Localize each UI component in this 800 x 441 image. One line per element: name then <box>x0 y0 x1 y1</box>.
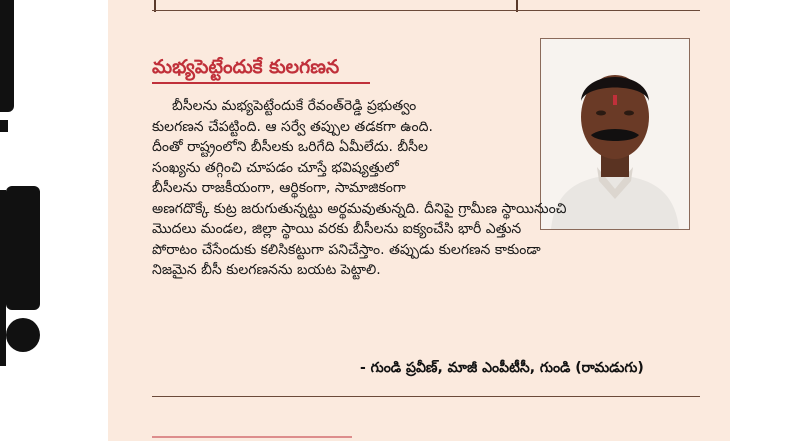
top-divider <box>152 10 700 11</box>
body-line: కులగణన చేపట్టింది. ఆ సర్వే తప్పుల తడకగా ఉంది. <box>152 118 433 135</box>
adjacent-black-mark <box>0 120 8 132</box>
article-body <box>152 96 566 281</box>
exclamation-dot-graphic <box>6 318 40 352</box>
article-heading: మభ్యపెట్టేందుకే కులగణన <box>152 56 340 78</box>
body-line: అణగదొక్కే కుట్ర జరుగుతున్నట్టు అర్థమవుతున్నది. దీనిపై గ్రామీణ స్థాయినుంచి <box>152 200 567 217</box>
adjacent-column-edge <box>0 0 108 441</box>
exclamation-bar-graphic <box>6 186 40 310</box>
adjacent-black-block <box>0 0 14 112</box>
bottom-divider <box>152 396 700 397</box>
body-line: బీసీలను రాజకీయంగా, ఆర్థికంగా, సామాజికంగా <box>152 180 406 196</box>
body-line: నిజమైన బీసీ కులగణనను బయట పెట్టాలి. <box>152 262 381 278</box>
body-line: దీంతో రాష్ట్రంలోని బీసీలకు ఒరిగేది ఏమీలేదు. బీసీల <box>152 139 428 155</box>
body-line: పోరాటం చేసేందుకు కలిసికట్టుగా పనిచేస్తాం. తప్పుడు కులగణన కాకుండా <box>152 241 541 258</box>
body-line: సంఖ్యను తగ్గించి చూపడం చూస్తే భవిష్యత్తులో <box>152 159 399 176</box>
author-signature: - గుండి ప్రవీణ్, మాజీ ఎంపీటీసీ, గుండి (రామడుగు) <box>360 360 644 376</box>
body-line: మొదలు మండల, జిల్లా స్థాయి వరకు బీసీలను ఐక్యంచేసి భారీ ఎత్తున <box>152 221 522 237</box>
next-article-heading-fragment <box>152 430 352 441</box>
body-line: బీసీలను మభ్యపెట్టేందుకే రేవంత్‌రెడ్డి ప్రభుత్వం <box>172 98 417 114</box>
heading-underline <box>152 82 370 84</box>
